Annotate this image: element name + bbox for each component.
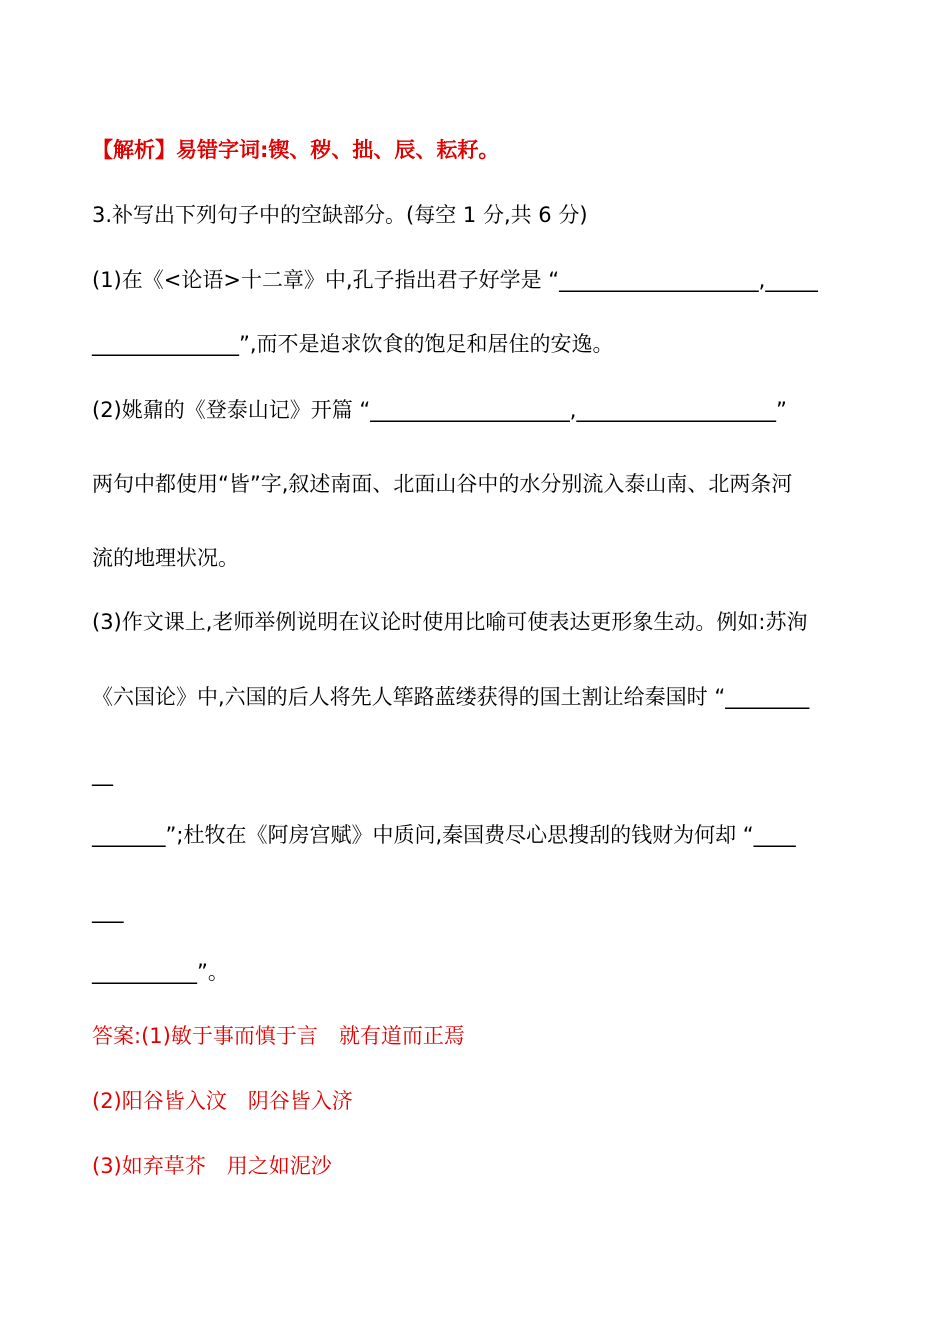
question-line-5: 流的地理状况。	[92, 546, 239, 570]
question-line-11: __________”。	[92, 960, 229, 984]
question-line-1: (1)在《<论语>十二章》中,孔子指出君子好学是 “___________________,_____	[92, 268, 818, 292]
question-line-2: ______________”,而不是追求饮食的饱足和居住的安逸。	[92, 332, 614, 356]
question-line-9: _______”;杜牧在《阿房宫赋》中质问,秦国费尽心思搜刮的钱财为何却 “____	[92, 823, 796, 847]
question-line-3: (2)姚鼐的《登泰山记》开篇 “___________________,___________________”	[92, 398, 787, 422]
analysis-line: 【解析】易错字词:锲、秽、拙、辰、耘耔。	[92, 138, 500, 162]
question-line-7: 《六国论》中,六国的后人将先人筚路蓝缕获得的国土割让给秦国时 “________	[92, 685, 810, 709]
question-line-4: 两句中都使用“皆”字,叙述南面、北面山谷中的水分别流入泰山南、北两条河	[92, 472, 793, 496]
answer-line-3: (3)如弃草芥 用之如泥沙	[92, 1154, 332, 1178]
answer-line-2: (2)阳谷皆入汶 阴谷皆入济	[92, 1089, 353, 1113]
question-line-6: (3)作文课上,老师举例说明在议论时使用比喻可使表达更形象生动。例如:苏洵	[92, 610, 808, 634]
answer-line-1: 答案:(1)敏于事而慎于言 就有道而正焉	[92, 1024, 465, 1048]
question-line-10: ___	[92, 899, 124, 923]
question-line-8: __	[92, 762, 113, 786]
question-3-title: 3.补写出下列句子中的空缺部分。(每空 1 分,共 6 分)	[92, 203, 588, 227]
